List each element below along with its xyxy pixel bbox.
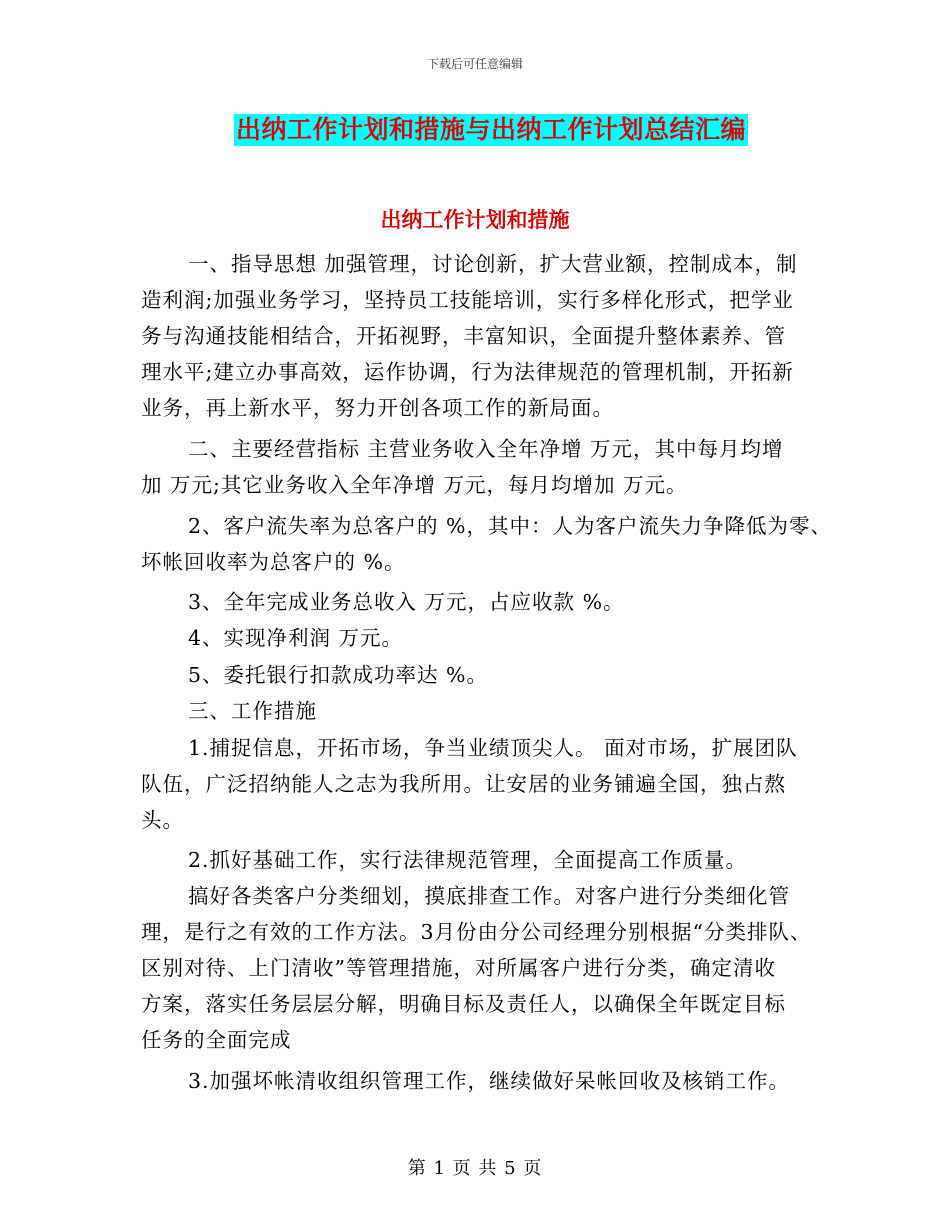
document-title: 出纳工作计划和措施与出纳工作计划总结汇编 <box>236 115 747 144</box>
body-line: 5、委托银行扣款成功率达 %。 <box>188 663 489 687</box>
body-line: 三、工作措施 <box>188 699 317 723</box>
body-line: 2.抓好基础工作，实行法律规范管理，全面提高工作质量。 <box>188 848 748 872</box>
body-line: 造利润;加强业务学习，坚持员工技能培训，实行多样化形式，把学业 <box>141 288 794 312</box>
body-line: 一、指导思想 加强管理，讨论创新，扩大营业额，控制成本，制 <box>188 252 798 276</box>
body-line: 方案，落实任务层层分解，明确目标及责任人，以确保全年既定目标 <box>141 992 786 1016</box>
body-line: 4、实现净利润 万元。 <box>188 626 404 650</box>
body-line: 1.捕捉信息，开拓市场，争当业绩顶尖人。 面对市场，扩展团队 <box>188 736 798 760</box>
body-line: 队伍，广泛招纳能人之志为我所用。让安居的业务铺遍全国，独占熬 <box>141 772 786 796</box>
body-line: 区别对待、上门清收”等管理措施，对所属客户进行分类，确定清收 <box>141 956 776 980</box>
page-footer: 第 1 页 共 5 页 <box>407 1158 543 1179</box>
header-note: 下载后可任意编辑 <box>426 57 523 71</box>
body-line: 2、客户流失率为总客户的 %，其中：人为客户流失力争降低为零、 <box>188 514 833 538</box>
body-line: 理水平;建立办事高效，运作协调，行为法律规范的管理机制，开拓新 <box>141 360 794 384</box>
section-title: 出纳工作计划和措施 <box>380 207 570 232</box>
body-line: 加 万元;其它业务收入全年净增 万元，每月均增加 万元。 <box>141 473 688 497</box>
body-line: 3、全年完成业务总收入 万元，占应收款 %。 <box>188 590 625 614</box>
body-line: 业务，再上新水平，努力开创各项工作的新局面。 <box>141 396 614 420</box>
body-line: 任务的全面完成 <box>141 1028 292 1052</box>
body-line: 坏帐回收率为总客户的 %。 <box>141 550 406 574</box>
body-line: 头。 <box>141 808 184 832</box>
body-line: 3.加强坏帐清收组织管理工作，继续做好呆帐回收及核销工作。 <box>188 1069 791 1093</box>
body-line: 搞好各类客户分类细划，摸底排查工作。对客户进行分类细化管 <box>188 884 790 908</box>
body-line: 务与沟通技能相结合，开拓视野，丰富知识，全面提升整体素养、管 <box>141 324 786 348</box>
body-line: 理，是行之有效的工作方法。3月份由分公司经理分别根据“分类排队、 <box>141 920 812 944</box>
body-line: 二、主要经营指标 主营业务收入全年净增 万元，其中每月均增 <box>188 437 784 461</box>
